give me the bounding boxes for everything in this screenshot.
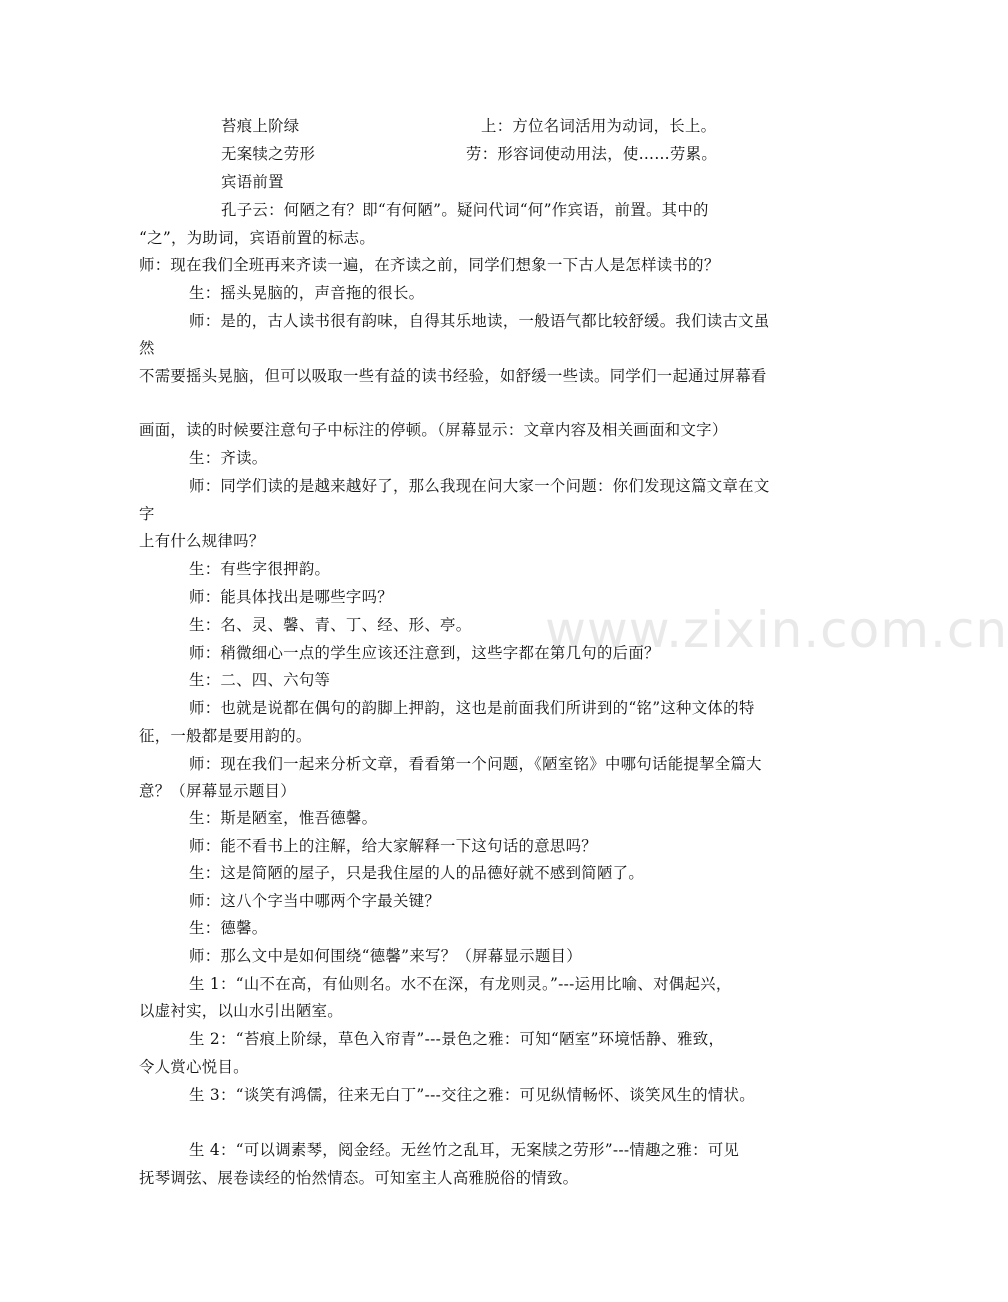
text-line: 以虚衬实，以山水引出陋室。: [139, 1002, 343, 1020]
text-line: 生 4：“可以调素琴，阅金经。无丝竹之乱耳，无案牍之劳形”---情趣之雅：可见: [189, 1141, 740, 1159]
text-line: 师：现在我们全班再来齐读一遍，在齐读之前，同学们想象一下古人是怎样读书的？: [139, 256, 720, 274]
text-line: 师：这八个字当中哪两个字最关键？: [189, 892, 441, 910]
text-line: 字: [139, 505, 155, 523]
text-line: 生：这是简陋的屋子，只是我住屋的人的品德好就不感到简陋了。: [189, 864, 645, 882]
text-line: 征，一般都是要用韵的。: [139, 727, 312, 745]
text-line: “之”，为助词，宾语前置的标志。: [139, 229, 376, 247]
watermark: www.zixin.com.cn: [545, 601, 1008, 659]
text-line: 上有什么规律吗？: [139, 532, 265, 550]
text-line: 生 2：“苔痕上阶绿，草色入帘青”---景色之雅：可知“陋室”环境恬静、雅致，: [189, 1030, 725, 1048]
text-line: 生：二、四、六句等: [189, 671, 331, 689]
text-line: 生：有些字很押韵。: [189, 560, 331, 578]
text-line: 生：齐读。: [189, 449, 268, 467]
text-line: 师：能具体找出是哪些字吗？: [189, 588, 393, 606]
text-line: 无案犊之劳形: [221, 145, 316, 163]
text-line: 孔子云：何陋之有？即“有何陋”。疑问代词“何”作宾语，前置。其中的: [221, 201, 709, 219]
text-line: 师：能不看书上的注解，给大家解释一下这句话的意思吗？: [189, 837, 597, 855]
text-line: 宾语前置: [221, 173, 284, 191]
text-line: 上：方位名词活用为动词，长上。: [481, 117, 717, 135]
text-line: 生：名、灵、馨、青、丁、经、形、亭。: [189, 616, 472, 634]
text-line: 令人赏心悦目。: [139, 1058, 249, 1076]
text-line: 然: [139, 339, 155, 357]
text-line: 师：现在我们一起来分析文章，看看第一个问题，《陋室铭》中哪句话能提挈全篇大: [189, 755, 762, 773]
text-line: 师：也就是说都在偶句的韵脚上押韵，这也是前面我们所讲到的“铭”这种文体的特: [189, 699, 755, 717]
text-line: 生 3：“谈笑有鸿儒，往来无白丁”---交往之雅：可见纵情畅怀、谈笑风生的情状。: [189, 1086, 755, 1104]
text-line: 意？（屏幕显示题目）: [139, 782, 296, 800]
text-line: 画面，读的时候要注意句子中标注的停顿。（屏幕显示：文章内容及相关画面和文字）: [139, 421, 728, 439]
text-line: 劳：形容词使动用法，使……劳累。: [466, 145, 718, 163]
text-line: 师：稍微细心一点的学生应该还注意到，这些字都在第几句的后面？: [189, 644, 660, 662]
text-line: 师：是的，古人读书很有韵味，自得其乐地读，一般语气都比较舒缓。我们读古文虽: [189, 312, 770, 330]
text-line: 生：德馨。: [189, 919, 268, 937]
text-line: 生：摇头晃脑的，声音拖的很长。: [189, 284, 425, 302]
text-line: 抚琴调弦、展卷读经的怡然情态。可知室主人高雅脱俗的情致。: [139, 1169, 579, 1187]
text-line: 师：那么文中是如何围绕“德馨”来写？（屏幕显示题目）: [189, 947, 582, 965]
text-line: 不需要摇头晃脑，但可以吸取一些有益的读书经验，如舒缓一些读。同学们一起通过屏幕看: [139, 367, 767, 385]
text-line: 苔痕上阶绿: [221, 117, 300, 135]
text-line: 生 1：“山不在高，有仙则名。水不在深，有龙则灵。”---运用比喻、对偶起兴，: [189, 975, 732, 993]
text-line: 生：斯是陋室，惟吾德馨。: [189, 809, 378, 827]
text-line: 师：同学们读的是越来越好了，那么我现在问大家一个问题：你们发现这篇文章在文: [189, 477, 770, 495]
